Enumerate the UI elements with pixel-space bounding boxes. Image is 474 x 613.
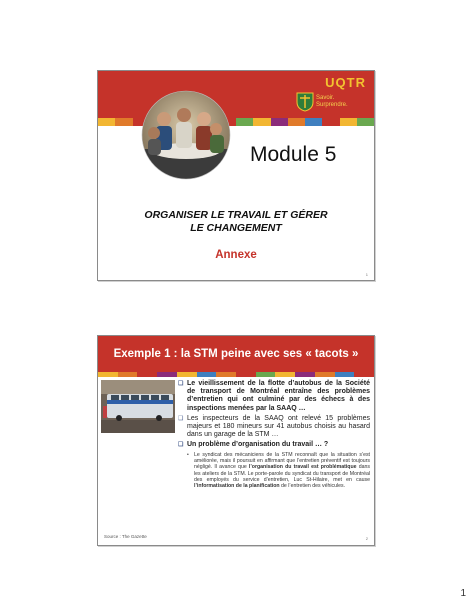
module-subtitle bbox=[98, 209, 374, 235]
color-stripe bbox=[98, 372, 374, 377]
slide-content bbox=[178, 380, 370, 489]
shield-icon bbox=[296, 92, 314, 112]
logo-tagline: Savoir. Surprendre. bbox=[316, 95, 348, 108]
slide-1 bbox=[97, 70, 375, 281]
uqtr-logo bbox=[294, 75, 366, 108]
bus-garage-photo bbox=[101, 380, 175, 433]
subtitle-line-1: ORGANISER LE TRAVAIL ET GÉRER bbox=[144, 209, 328, 221]
module-title: Module 5 bbox=[250, 143, 337, 166]
subtitle-line-2: LE CHANGEMENT bbox=[190, 222, 282, 234]
bullet-arrow-icon: ❑ bbox=[178, 415, 184, 422]
slide-title: Exemple 1 : la STM peine avec ses « tacots » bbox=[113, 348, 359, 360]
meeting-photo bbox=[140, 89, 232, 181]
slide-number: 1 bbox=[365, 272, 368, 277]
bullet-3: ❑ Un problème d’organisation du travail … ? bbox=[178, 441, 329, 449]
logo-wordmark: UQTR bbox=[325, 75, 366, 90]
bullet-arrow-icon: ❑ bbox=[178, 381, 184, 387]
slide-number: 2 bbox=[365, 536, 368, 541]
slide-2 bbox=[97, 335, 375, 546]
source-note: Source : The Gazette bbox=[104, 534, 147, 539]
bullet-1: ❑ Le vieillissement de la flotte d’autobus de la Société de transport de Montréal entraîne des problèmes d’entretien qui ont culminé par des échecs à des inspections menées par la SAAQ … bbox=[178, 380, 370, 412]
sub-bullet: • Le syndicat des mécaniciens de la STM reconnaît que la situation s’est améliorée, mais il poursuit en affirmant que l’entretien préventif est toujours négligé. Il avance que l’organisation du travail est problématique dans les ateliers de la STM. Le porte-parole du syndicat du transport de Montréal des employés du service d’entretien, Luc St-Hilaire, met en cause l’informatisation de la planification de l’entretien des véhicules. bbox=[187, 451, 370, 490]
bullet-2: ❑ Les inspecteurs de la SAAQ ont relevé 15 problèmes majeurs et 180 mineurs sur 41 autobus choisis au hasard dans un garage de la STM … bbox=[178, 414, 370, 439]
page-number: 1 bbox=[460, 588, 466, 599]
annexe-label: Annexe bbox=[215, 249, 257, 261]
bullet-dot-icon: • bbox=[187, 451, 189, 458]
bullet-arrow-icon: ❑ bbox=[178, 442, 184, 449]
